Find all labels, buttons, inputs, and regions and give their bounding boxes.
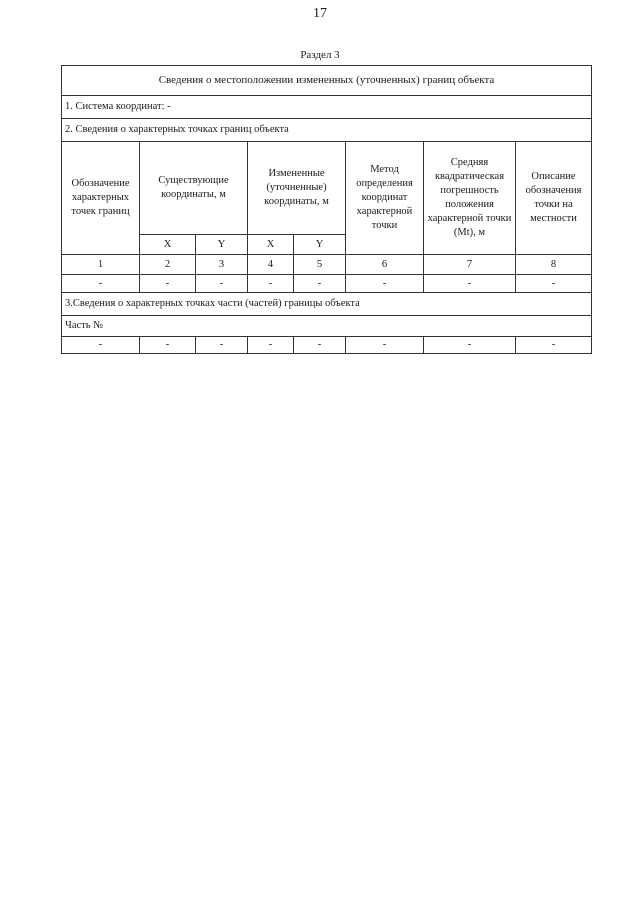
column-number: 7 xyxy=(424,255,516,275)
column-number: 4 xyxy=(248,255,294,275)
column-number-row xyxy=(62,255,592,275)
coordinate-system-row xyxy=(62,96,592,119)
table-cell: - xyxy=(424,275,516,293)
table-cell: - xyxy=(294,275,346,293)
table-cell: - xyxy=(516,337,592,354)
table-cell: - xyxy=(424,337,516,354)
table-row xyxy=(62,275,592,293)
column-number: 8 xyxy=(516,255,592,275)
page-number: 17 xyxy=(313,6,327,21)
table-cell: - xyxy=(62,337,140,354)
column-number: 2 xyxy=(140,255,196,275)
table-cell: - xyxy=(248,337,294,354)
table-cell: - xyxy=(196,275,248,293)
header-method: Метод определения координат характерной точки xyxy=(346,142,424,255)
section-title: Раздел 3 xyxy=(300,49,340,61)
section2-title-row xyxy=(62,119,592,142)
header-point-designation: Обозначение характерных точек границ xyxy=(62,142,140,255)
table-cell: - xyxy=(196,337,248,354)
table-cell: - xyxy=(62,275,140,293)
part-label-row xyxy=(62,316,592,337)
table-cell: - xyxy=(294,337,346,354)
sub-header-changed-x: X xyxy=(248,235,294,255)
table-cell: - xyxy=(140,337,196,354)
table-title-row xyxy=(62,66,592,96)
header-description: Описание обозначения точки на местности xyxy=(516,142,592,255)
column-number: 6 xyxy=(346,255,424,275)
header-row xyxy=(62,142,592,235)
table-row xyxy=(62,337,592,354)
sub-header-existing-x: X xyxy=(140,235,196,255)
table-cell: - xyxy=(140,275,196,293)
column-number: 3 xyxy=(196,255,248,275)
column-number: 5 xyxy=(294,255,346,275)
table-cell: - xyxy=(346,275,424,293)
section3-title-row xyxy=(62,293,592,316)
sub-header-existing-y: Y xyxy=(196,235,248,255)
boundary-info-table xyxy=(61,65,592,354)
coordinate-system: 1. Система координат: - xyxy=(62,96,592,119)
table-title: Сведения о местоположении измененных (уточненных) границ объекта xyxy=(62,66,592,96)
section2-title: 2. Сведения о характерных точках границ объекта xyxy=(62,119,592,142)
section3-title: 3.Сведения о характерных точках части (частей) границы объекта xyxy=(62,293,592,316)
header-existing-coords: Существующие координаты, м xyxy=(140,142,248,235)
header-rms-error: Средняя квадратическая погрешность положения характерной точки (Mt), м xyxy=(424,142,516,255)
table-cell: - xyxy=(346,337,424,354)
part-label: Часть № xyxy=(62,316,592,337)
header-changed-coords: Измененные (уточненные) координаты, м xyxy=(248,142,346,235)
table-cell: - xyxy=(516,275,592,293)
table-cell: - xyxy=(248,275,294,293)
sub-header-changed-y: Y xyxy=(294,235,346,255)
column-number: 1 xyxy=(62,255,140,275)
